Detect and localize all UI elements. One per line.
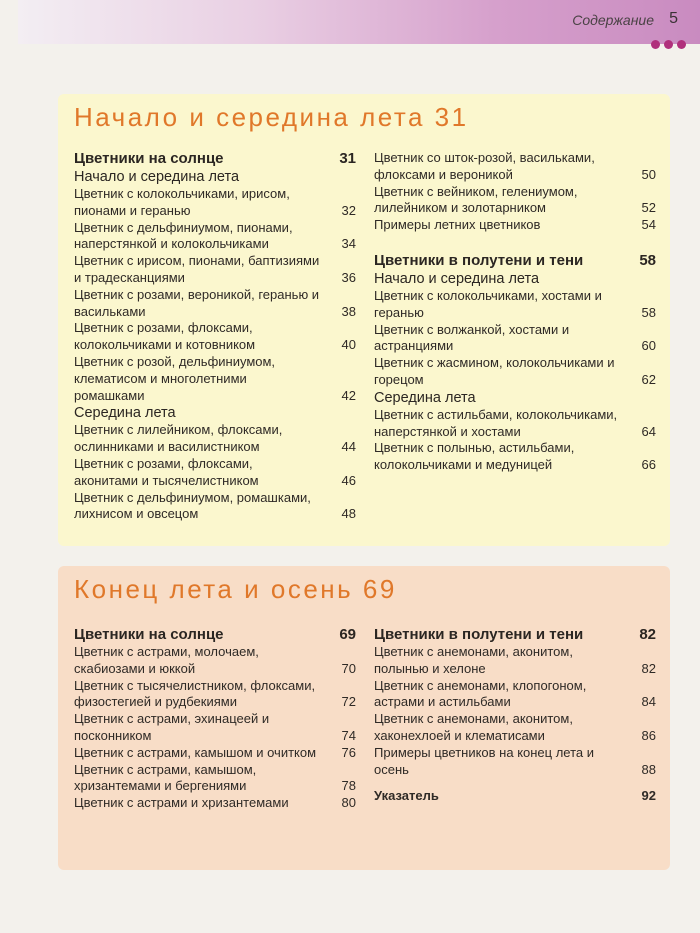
toc-entry-title: Примеры цветников на конец лета и осень [374, 744, 595, 777]
toc-entry [74, 795, 356, 812]
toc-entry-index [374, 788, 656, 805]
toc-subheading [74, 168, 356, 186]
toc-entry-title: Цветник с полынью, астильбами, колокольчиками и медуницей [374, 440, 575, 473]
toc-entry-title: Примеры летних цветников [374, 217, 541, 233]
toc-entry [74, 745, 356, 762]
toc-entry [74, 220, 356, 254]
toc-group-heading [74, 150, 356, 168]
toc-entry-title: Цветник со шток-розой, васильками, флоксами и вероникой [374, 150, 595, 182]
toc-entry [74, 354, 356, 404]
running-header: Содержание [572, 12, 654, 28]
toc-entry-page: 44 [341, 439, 356, 455]
toc-entry-title: Цветник с дельфиниумом, пионами, наперстянкой и колокольчиками [74, 219, 293, 252]
toc-entry-page: 92 [641, 788, 656, 804]
toc-entry-page: 31 [339, 150, 356, 167]
toc-entry-page: 40 [341, 337, 356, 353]
toc-entry [374, 355, 656, 389]
toc-entry [374, 322, 656, 356]
toc-subheading [74, 404, 356, 422]
toc-entry-title: Цветник с волжанкой, хостами и астранциями [374, 321, 570, 354]
toc-entry-title: Цветник с астильбами, колокольчиками, наперстянкой и хостами [374, 406, 618, 439]
toc-entry [374, 184, 656, 218]
toc-entry [74, 253, 356, 287]
toc-entry [74, 762, 356, 796]
toc-entry-title: Цветник с ирисом, пионами, баптизиями и традесканциями [74, 253, 320, 285]
toc-entry-page: 80 [341, 795, 356, 811]
toc-entry-title: Середина лета [74, 405, 176, 422]
toc-group-heading [374, 252, 656, 270]
dot-icon [664, 40, 673, 49]
dot-icon [651, 40, 660, 49]
toc-entry [74, 287, 356, 321]
toc-entry-page: 50 [641, 166, 656, 182]
toc-entry-page: 42 [341, 387, 356, 403]
toc-entry-title: Цветник с анемонами, аконитом, полынью и хелоне [374, 644, 573, 676]
toc-entry-title: Цветники на солнце [74, 150, 224, 167]
toc-column-left [74, 150, 356, 523]
toc-entry-title: Цветник с розами, флоксами, колокольчиками и котовником [74, 320, 256, 353]
toc-entry-title: Цветник с астрами, камышом, хризантемами и бергениями [74, 761, 257, 794]
toc-entry [74, 456, 356, 490]
toc-entry-title: Цветник с розами, флоксами, аконитами и тысячелистником [74, 455, 259, 488]
toc-entry-page: 82 [641, 660, 656, 676]
toc-entry-page: 72 [341, 694, 356, 710]
toc-entry-page: 62 [641, 371, 656, 387]
toc-entry-title: Начало и середина лета [74, 169, 240, 185]
spacer [374, 234, 656, 252]
toc-entry-title: Цветник с жасмином, колокольчиками и горецом [374, 355, 615, 387]
toc-entry-page: 88 [641, 761, 656, 777]
toc-entry [374, 711, 656, 745]
toc-entry-page: 60 [641, 338, 656, 354]
toc-column-right [374, 626, 656, 805]
toc-column-left [74, 626, 356, 812]
toc-entry-page: 78 [341, 778, 356, 794]
decorative-dots [651, 40, 686, 49]
toc-subheading [374, 389, 656, 407]
section-title: Конец лета и осень 69 [74, 574, 397, 604]
toc-entry [74, 186, 356, 220]
toc-entry-title: Цветник с астрами, молочаем, скабиозами и юккой [74, 644, 259, 676]
toc-entry [74, 678, 356, 712]
spacer [374, 778, 656, 788]
toc-entry-title: Цветник с анемонами, клопогоном, астрами и астильбами [374, 677, 587, 710]
toc-entry-title: Начало и середина лета [374, 270, 540, 287]
toc-entry-page: 32 [341, 202, 356, 218]
toc-entry-page: 36 [341, 269, 356, 285]
toc-entry [374, 644, 656, 678]
toc-entry [374, 678, 656, 712]
toc-entry-title: Цветник с колокольчиками, ирисом, пионами и геранью [74, 186, 290, 218]
toc-entry-page: 64 [641, 423, 656, 439]
toc-entry [374, 407, 656, 441]
toc-entry [374, 288, 656, 322]
toc-entry-page: 74 [341, 727, 356, 743]
toc-entry-page: 52 [641, 200, 656, 216]
toc-entry-title: Цветник с астрами и хризантемами [74, 795, 289, 811]
toc-entry-page: 84 [641, 694, 656, 710]
toc-entry-page: 48 [341, 506, 356, 522]
toc-entry [374, 745, 656, 779]
toc-entry-title: Цветник с лилейником, флоксами, ослинниками и василистником [74, 422, 283, 455]
toc-entry-title: Цветник с тысячелистником, флоксами, физостегией и рудбекиями [74, 677, 316, 710]
section-summer [58, 94, 670, 546]
toc-entry-page: 69 [339, 626, 356, 643]
toc-entry-page: 46 [341, 472, 356, 488]
toc-entry-page: 38 [341, 303, 356, 319]
toc-group-heading [374, 626, 656, 644]
toc-entry-title: Цветник с колокольчиками, хостами и геранью [374, 287, 602, 320]
toc-entry-page: 76 [341, 744, 356, 760]
toc-column-right [374, 150, 656, 474]
toc-entry-page: 66 [641, 457, 656, 473]
toc-entry-page: 70 [341, 660, 356, 676]
toc-entry [74, 711, 356, 745]
toc-entry-title: Цветник с анемонами, аконитом, хаконехлоей и клематисами [374, 711, 573, 743]
toc-entry [374, 440, 656, 474]
dot-icon [677, 40, 686, 49]
toc-entry-title: Цветник с астрами, камышом и очитком [74, 744, 317, 760]
toc-entry-title: Цветник с вейником, гелениумом, лилейником и золотарником [374, 183, 578, 216]
toc-subheading [374, 270, 656, 288]
toc-entry-title: Цветник с розой, дельфиниумом, клематисом и многолетними ромашками [74, 353, 276, 403]
toc-entry-page: 58 [641, 304, 656, 320]
toc-entry-page: 58 [639, 251, 656, 269]
toc-entry [74, 644, 356, 678]
section-autumn [58, 566, 670, 870]
toc-entry-title: Цветники в полутени и тени [374, 251, 584, 269]
toc-entry-title: Цветник с астрами, эхинацеей и посконником [74, 711, 270, 743]
toc-entry-page: 34 [341, 236, 356, 252]
section-title: Начало и середина лета 31 [74, 102, 469, 132]
toc-entry-page: 86 [641, 727, 656, 743]
toc-entry-page: 54 [641, 217, 656, 233]
toc-entry [74, 320, 356, 354]
toc-entry-title: Цветники в полутени и тени [374, 626, 584, 643]
toc-entry-page: 82 [639, 626, 656, 643]
toc-entry-title: Цветник с дельфиниумом, ромашками, лихнисом и овсецом [74, 489, 311, 522]
toc-entry-title: Цветник с розами, вероникой, геранью и васильками [74, 286, 320, 319]
toc-entry-title: Указатель [374, 788, 439, 804]
page-number: 5 [669, 10, 678, 27]
toc-entry-title: Цветники на солнце [74, 626, 224, 643]
toc-entry [74, 422, 356, 456]
toc-entry-title: Середина лета [374, 389, 476, 406]
toc-entry [374, 150, 656, 184]
toc-entry [74, 490, 356, 524]
toc-entry [374, 217, 656, 234]
toc-group-heading [74, 626, 356, 644]
